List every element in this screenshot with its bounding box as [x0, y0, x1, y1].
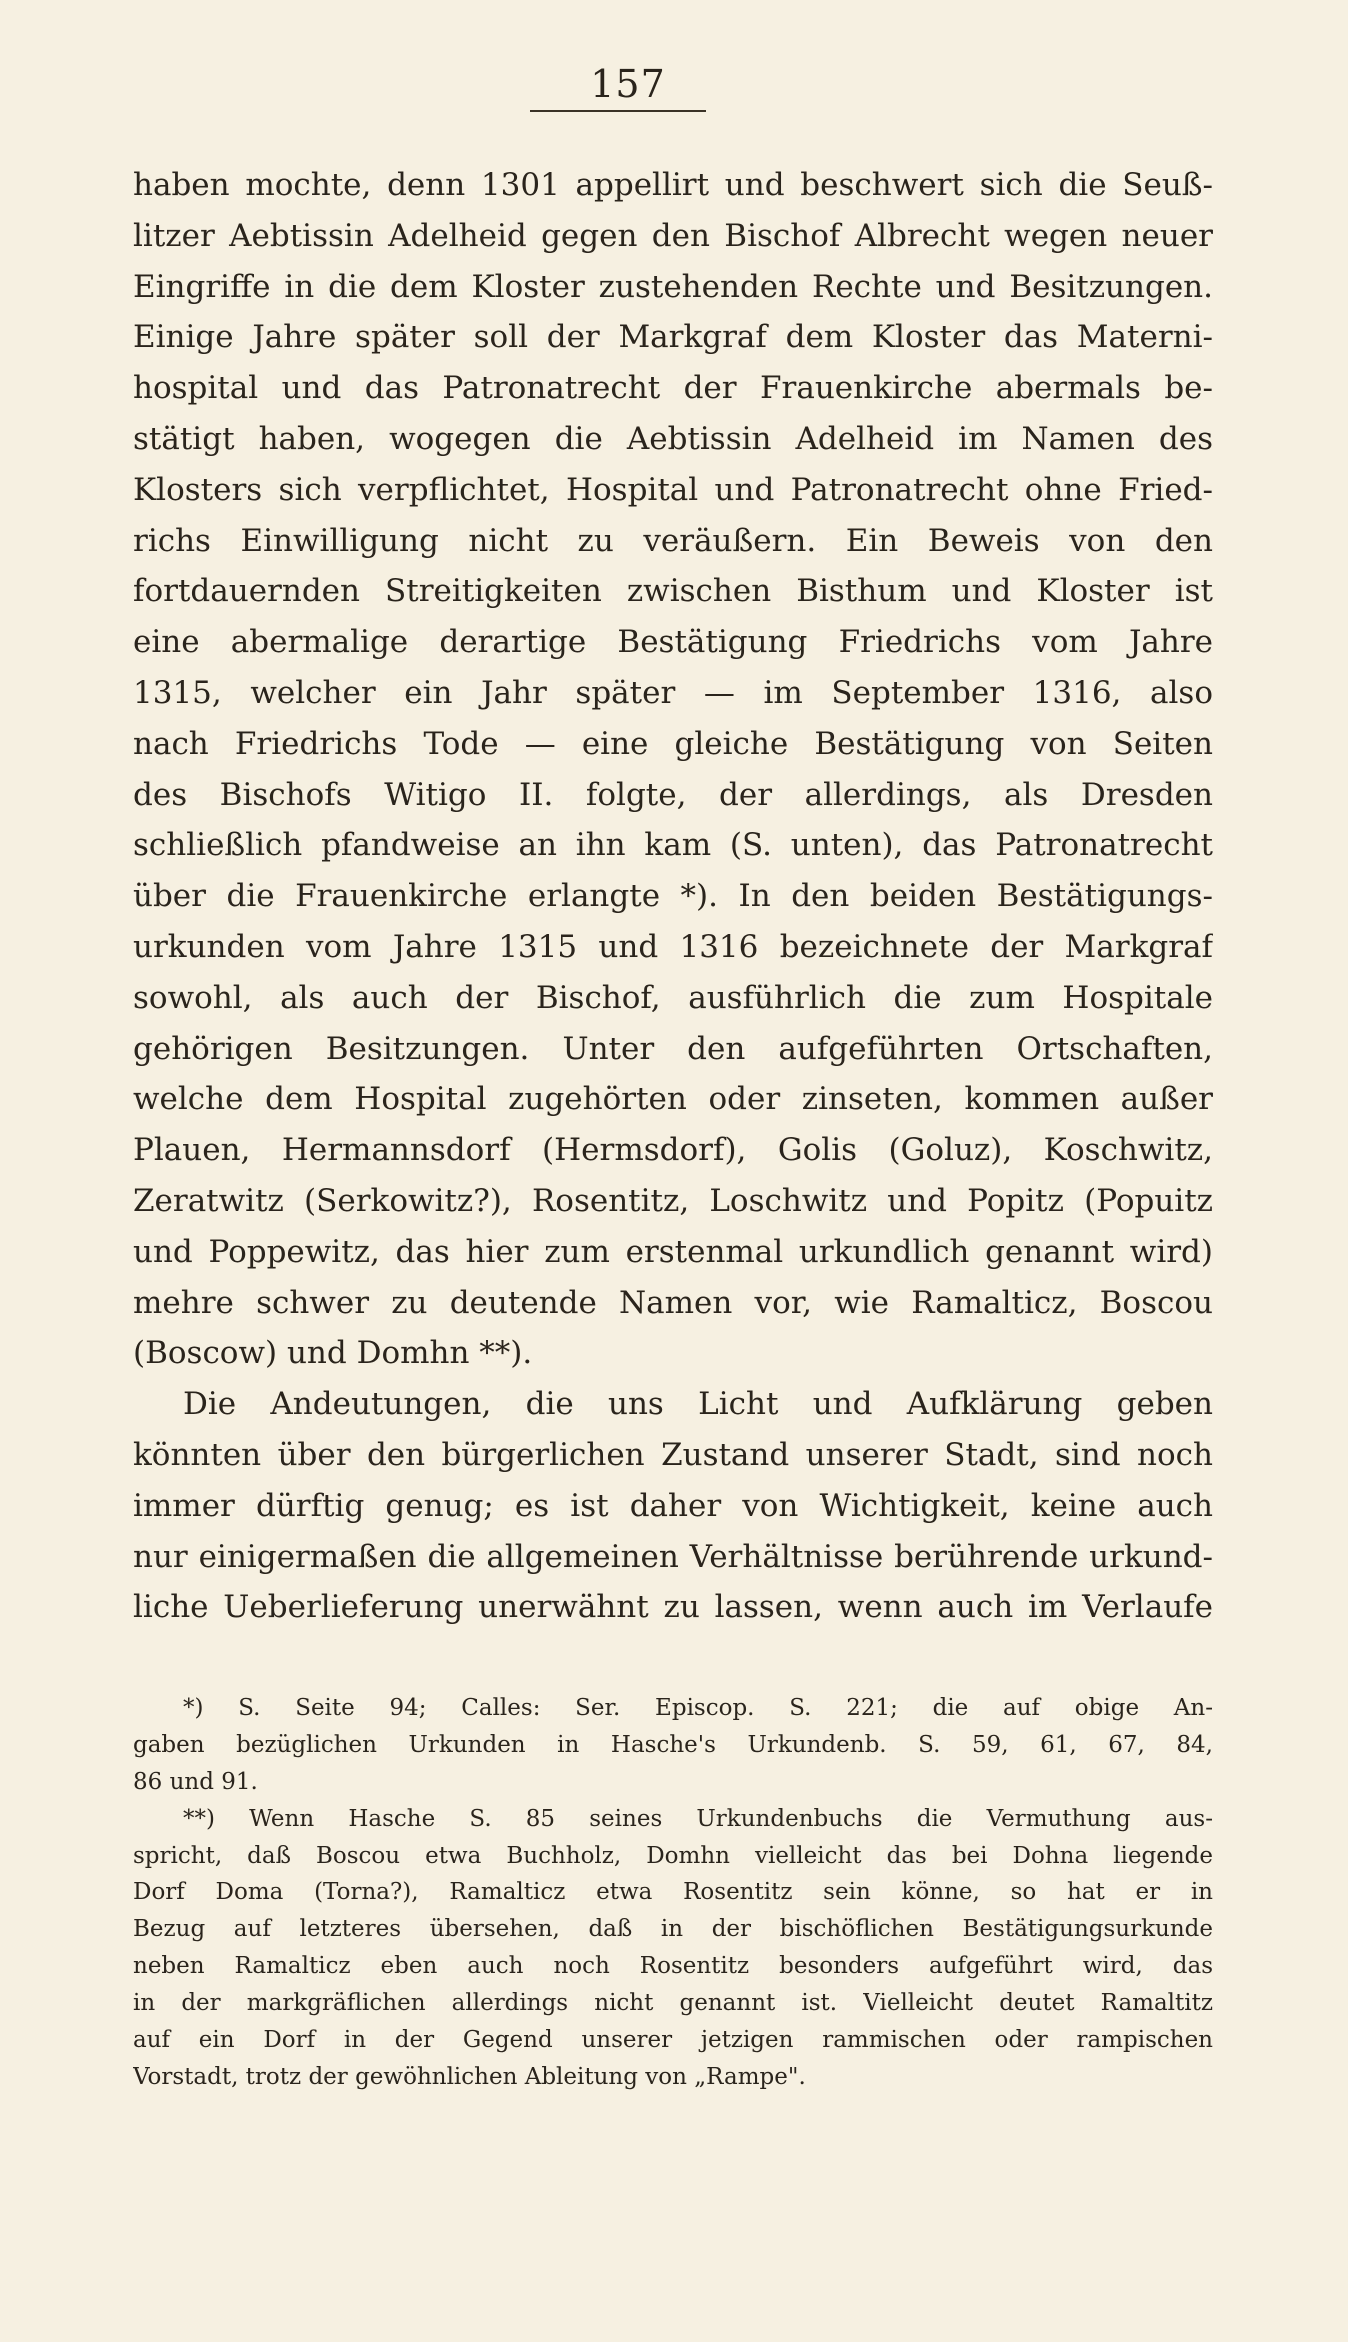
body-line: liche Ueberlieferung unerwähnt zu lassen, wenn auch im Verlaufe: [133, 1589, 1213, 1626]
body-line: 1315, welcher ein Jahr später — im September 1316, also: [133, 674, 1213, 711]
body-line: Die Andeutungen, die uns Licht und Aufklärung geben: [183, 1386, 1213, 1423]
body-line: Einige Jahre später soll der Markgraf dem Kloster das Materni-: [133, 319, 1213, 356]
footnotes: [133, 1690, 1213, 2096]
footnote-line: auf ein Dorf in der Gegend unserer jetzigen rammischen oder rampischen: [133, 2027, 1213, 2054]
body-line: des Bischofs Witigo II. folgte, der allerdings, als Dresden: [133, 776, 1213, 813]
page-number: 157: [590, 62, 666, 106]
body-line: gehörigen Besitzungen. Unter den aufgeführten Ortschaften,: [133, 1030, 1213, 1067]
body-line: immer dürftig genug; es ist daher von Wichtigkeit, keine auch: [133, 1487, 1213, 1524]
body-line: nach Friedrichs Tode — eine gleiche Bestätigung von Seiten: [133, 725, 1213, 762]
body-line: schließlich pfandweise an ihn kam (S. unten), das Patronatrecht: [133, 827, 1213, 864]
footnote-line: **) Wenn Hasche S. 85 seines Urkundenbuchs die Vermuthung aus-: [183, 1805, 1213, 1832]
body-line: und Poppewitz, das hier zum erstenmal urkundlich genannt wird): [133, 1233, 1213, 1270]
body-line: über die Frauenkirche erlangte *). In den beiden Bestätigungs-: [133, 878, 1213, 915]
footnote-line: neben Ramalticz eben auch noch Rosentitz besonders aufgeführt wird, das: [133, 1953, 1213, 1980]
body-line: eine abermalige derartige Bestätigung Friedrichs vom Jahre: [133, 624, 1213, 661]
body-line: fortdauernden Streitigkeiten zwischen Bisthum und Kloster ist: [133, 573, 1213, 610]
body-line: stätigt haben, wogegen die Aebtissin Adelheid im Namen des: [133, 420, 1213, 457]
footnote-line: 86 und 91.: [133, 1768, 258, 1795]
body-line: richs Einwilligung nicht zu veräußern. Ein Beweis von den: [133, 522, 1213, 559]
body-line: mehre schwer zu deutende Namen vor, wie Ramalticz, Boscou: [133, 1284, 1213, 1321]
body-line: nur einigermaßen die allgemeinen Verhältnisse berührende urkund-: [133, 1538, 1213, 1575]
footnote-line: *) S. Seite 94; Calles: Ser. Episcop. S. 221; die auf obige An-: [183, 1695, 1213, 1721]
footnote-line: in der markgräflichen allerdings nicht genannt ist. Vielleicht deutet Ramaltitz: [133, 1990, 1213, 2017]
body-line: (Boscow) und Domhn **).: [133, 1335, 533, 1372]
body-line: könnten über den bürgerlichen Zustand unserer Stadt, sind noch: [133, 1436, 1213, 1473]
footnote-line: gaben bezüglichen Urkunden in Hasche's Urkundenb. S. 59, 61, 67, 84,: [133, 1731, 1213, 1758]
footnote-line: Vorstadt, trotz der gewöhnlichen Ableitung von „Rampe".: [133, 2063, 806, 2090]
body-text: [133, 160, 1213, 1633]
footnote-line: Bezug auf letzteres übersehen, daß in der bischöflichen Bestätigungsurkunde: [133, 1916, 1213, 1943]
body-line: Zeratwitz (Serkowitz?), Rosentitz, Loschwitz und Popitz (Popuitz: [133, 1182, 1213, 1219]
footnote-line: spricht, daß Boscou etwa Buchholz, Domhn vielleicht das bei Dohna liegende: [133, 1842, 1213, 1869]
body-line: sowohl, als auch der Bischof, ausführlich die zum Hospitale: [133, 979, 1213, 1016]
body-line: Eingriffe in die dem Kloster zustehenden Rechte und Besitzungen.: [133, 268, 1213, 305]
header-rule: [530, 110, 706, 112]
body-line: Klosters sich verpflichtet, Hospital und Patronatrecht ohne Fried-: [133, 471, 1213, 508]
footnote-line: Dorf Doma (Torna?), Ramalticz etwa Rosentitz sein könne, so hat er in: [133, 1879, 1213, 1906]
body-line: urkunden vom Jahre 1315 und 1316 bezeichnete der Markgraf: [133, 928, 1213, 965]
body-line: welche dem Hospital zugehörten oder zinseten, kommen außer: [133, 1081, 1213, 1118]
body-line: hospital und das Patronatrecht der Frauenkirche abermals be-: [133, 370, 1213, 407]
body-line: Plauen, Hermannsdorf (Hermsdorf), Golis (Goluz), Koschwitz,: [133, 1132, 1213, 1169]
body-line: litzer Aebtissin Adelheid gegen den Bischof Albrecht wegen neuer: [133, 217, 1213, 254]
body-line: haben mochte, denn 1301 appellirt und beschwert sich die Seuß-: [133, 167, 1213, 203]
